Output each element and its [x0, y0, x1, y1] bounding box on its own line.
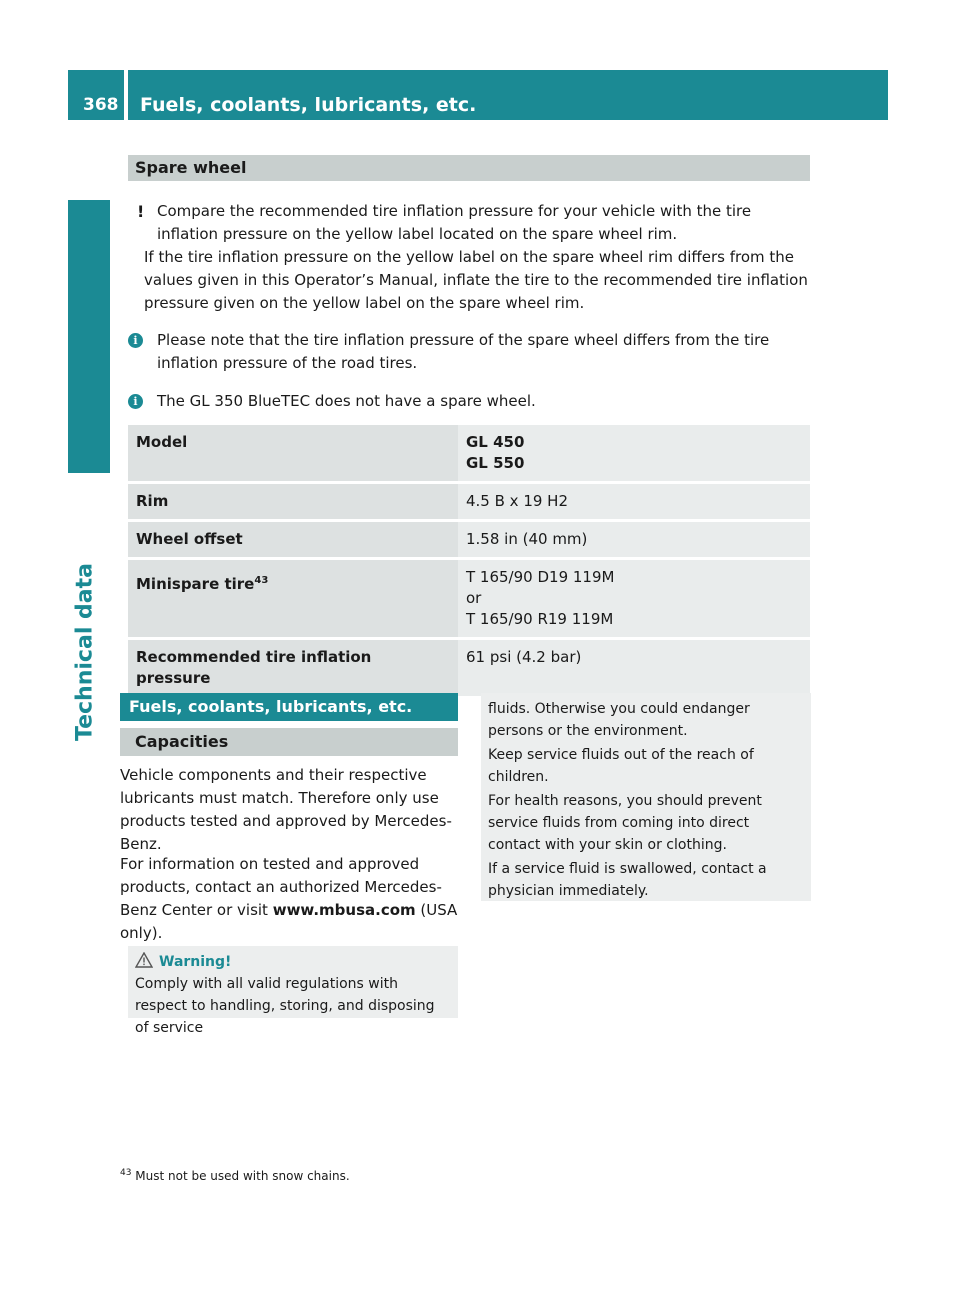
- fuels-section-title: Fuels, coolants, lubricants, etc.: [120, 693, 458, 721]
- table-cell-label: Recommended tire inflation pressure: [128, 640, 458, 696]
- warning-cont-p2: Keep service fluids out of the reach of children.: [488, 747, 754, 785]
- capacities-para-1: Vehicle components and their respective lubricants must match. Therefore only use products tested and approved by Mercedes-Benz.: [120, 766, 452, 853]
- model-value: GL 450: [466, 433, 525, 451]
- para-text: (USA only).: [120, 901, 458, 942]
- table-cell-label: Rim: [128, 484, 458, 519]
- table-cell-value: 61 psi (4.2 bar): [458, 640, 810, 696]
- table-cell-value: 4.5 B x 19 H2: [458, 484, 810, 519]
- tire-spec-value: or: [466, 589, 482, 607]
- footnote-text: Must not be used with snow chains.: [135, 1169, 350, 1183]
- tire-spec-value: T 165/90 R19 119M: [466, 610, 614, 628]
- info-icon: i: [128, 394, 143, 409]
- page-number: 368: [68, 70, 124, 120]
- footnote-number: 43: [120, 1168, 132, 1178]
- spare-wheel-spec-table: [128, 422, 810, 699]
- mbusa-link[interactable]: www.mbusa.com: [272, 901, 416, 919]
- info-text-2: The GL 350 BlueTEC does not have a spare wheel.: [157, 392, 536, 410]
- side-tab-block: [68, 200, 110, 473]
- warning-cont-p3: For health reasons, you should prevent service fluids from coming into direct contact with your skin or clothing.: [488, 793, 762, 853]
- capacities-para-2: [120, 853, 462, 945]
- table-row: [128, 640, 810, 696]
- info-text-1: Please note that the tire inflation pressure of the spare wheel differs from the tire inflation pressure of the road tires.: [157, 331, 770, 372]
- minispare-label: Minispare tire: [136, 575, 255, 593]
- table-row: [128, 425, 810, 481]
- warning-title: Warning!: [159, 954, 232, 970]
- info-icon: i: [128, 333, 143, 348]
- table-cell-label: [128, 560, 458, 637]
- tire-spec-value: T 165/90 D19 119M: [466, 568, 615, 586]
- table-cell-value: [458, 560, 810, 637]
- warning-text: Comply with all valid regulations with respect to handling, storing, and disposing of service: [135, 976, 435, 1036]
- table-cell-label: Model: [128, 425, 458, 481]
- caution-text-1: Compare the recommended tire inflation pressure for your vehicle with the tire inflation pressure on the yellow label located on the spare wheel rim.: [157, 202, 752, 243]
- warning-triangle-icon: [135, 951, 159, 973]
- side-tab-label: Technical data: [72, 563, 98, 741]
- capacities-title: Capacities: [120, 728, 458, 756]
- warning-heading: [135, 951, 450, 973]
- table-cell-label: Wheel offset: [128, 522, 458, 557]
- table-cell-value: 1.58 in (40 mm): [458, 522, 810, 557]
- table-row: [128, 560, 810, 637]
- footnote-ref: 43: [254, 575, 269, 586]
- para-text: For information on tested and approved products, contact an authorized Mercedes-Benz Center or visit: [120, 855, 442, 919]
- warning-box: [128, 946, 458, 1036]
- warning-continued-box: [481, 693, 811, 901]
- warning-cont-p4: If a service fluid is swallowed, contact a physician immediately.: [488, 861, 767, 899]
- footnote: [120, 1164, 350, 1185]
- spare-wheel-title: Spare wheel: [128, 155, 810, 181]
- table-row: [128, 522, 810, 557]
- caution-text-2: If the tire inflation pressure on the yellow label on the spare wheel rim differs from the values given in this Operator’s Manual, inflate the tire to the recommended tire inflation pressure given on the yellow label on the spare wheel rim.: [144, 248, 808, 312]
- model-value: GL 550: [466, 454, 525, 472]
- warning-cont-p1: fluids. Otherwise you could endanger persons or the environment.: [488, 701, 750, 739]
- caution-icon: !: [137, 202, 145, 221]
- table-row: [128, 484, 810, 519]
- table-cell-value: [458, 425, 810, 481]
- page-header-title: Fuels, coolants, lubricants, etc.: [128, 70, 888, 120]
